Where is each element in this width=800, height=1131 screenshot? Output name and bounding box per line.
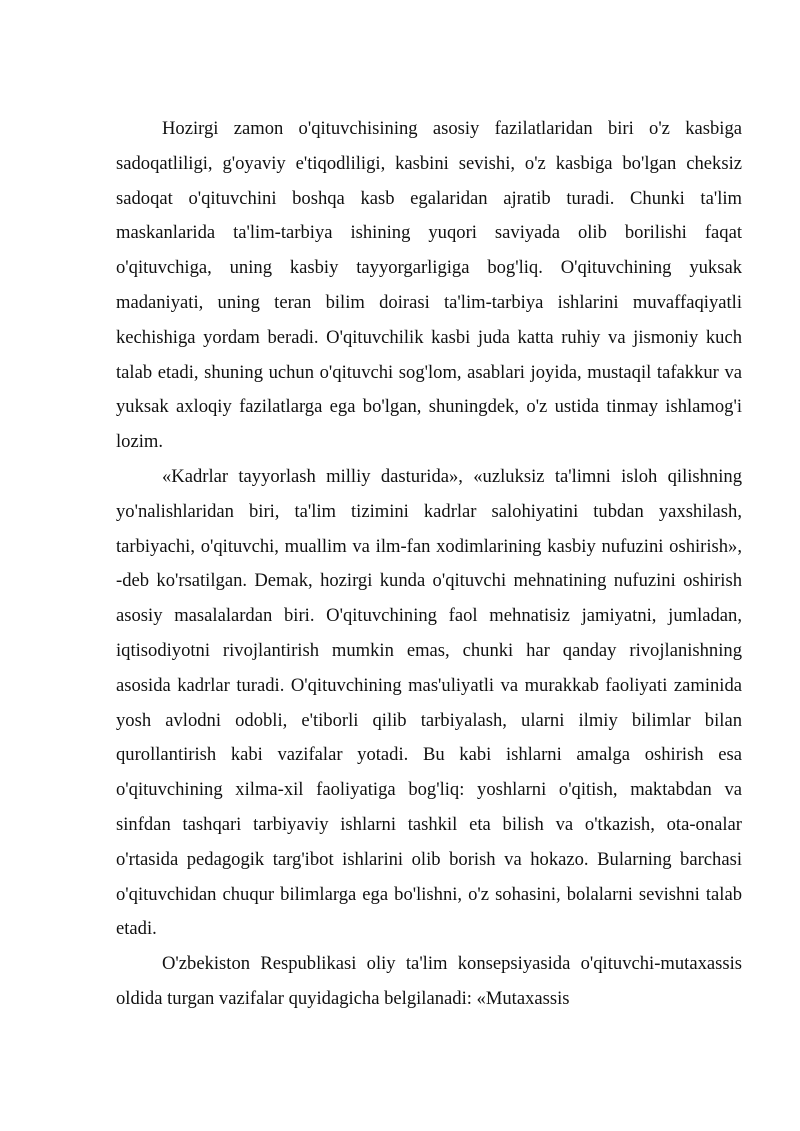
paragraph-personnel-training-program: «Kadrlar tayyorlash milliy dasturida», «uzluksiz ta'limni isloh qilishning yo'nalishlaridan biri, ta'lim tizimini kadrlar salohiyatini tubdan yaxshilash, tarbiyachi, o'qituvchi, muallim va ilm-fan xodimlarining kasbiy nufuzini oshirish», -deb ko'rsatilgan. Demak, hozirgi kunda o'qituvchi mehnatining nufuzini oshirish asosiy masalalardan biri. O'qituvchining faol mehnatisiz jamiyatni, jumladan, iqtisodiyotni rivojlantirish mumkin emas, chunki har qanday rivojlanishning asosida kadrlar turadi. O'qituvchining mas'uliyatli va murakkab faoliyati zaminida yosh avlodni odobli, e'tiborli qilib tarbiyalash, ularni ilmiy bilimlar bilan qurollantirish kabi vazifalar yotadi. Bu kabi ishlarni amalga oshirish esa o'qituvchining xilma-xil faoliyatiga bog'liq: yoshlarni o'qitish, maktabdan va sinfdan tashqari tarbiyaviy ishlarni tashkil eta bilish va o'tkazish, ota-onalar o'rtasida pedagogik targ'ibot ishlarini olib borish va hokazo. Bularning barchasi o'qituvchidan chuqur bilimlarga ega bo'lishni, o'z sohasini, bolalarni sevishni talab etadi. bbox=[116, 465, 742, 940]
paragraph-teacher-qualities: Hozirgi zamon o'qituvchisining asosiy fazilatlaridan biri o'z kasbiga sadoqatliligi, g'oyaviy e'tiqodliligi, kasbini sevishi, o'z kasbiga bo'lgan cheksiz sadoqat o'qituvchini boshqa kasb egalaridan ajratib turadi. Chunki ta'lim maskanlarida ta'lim-tarbiya ishining yuqori saviyada olib borilishi faqat o'qituvchiga, uning kasbiy tayyorgarligiga bog'liq. O'qituvchining yuksak madaniyati, uning teran bilim doirasi ta'lim-tarbiya ishlarini muvaffaqiyatli kechishiga yordam beradi. O'qituvchilik kasbi juda katta ruhiy va jismoniy kuch talab etadi, shuning uchun o'qituvchi sog'lom, asablari joyida, mustaqil tafakkur va yuksak axloqiy fazilatlarga ega bo'lgan, shuningdek, o'z ustida tinmay ishlamog'i lozim. bbox=[116, 118, 742, 453]
paragraph-higher-education-concept: O'zbekiston Respublikasi oliy ta'lim konsepsiyasida o'qituvchi-mutaxassis oldida turgan vazifalar quyidagicha belgilanadi: «Mutaxassis bbox=[116, 953, 742, 1009]
document-page bbox=[116, 112, 742, 1017]
